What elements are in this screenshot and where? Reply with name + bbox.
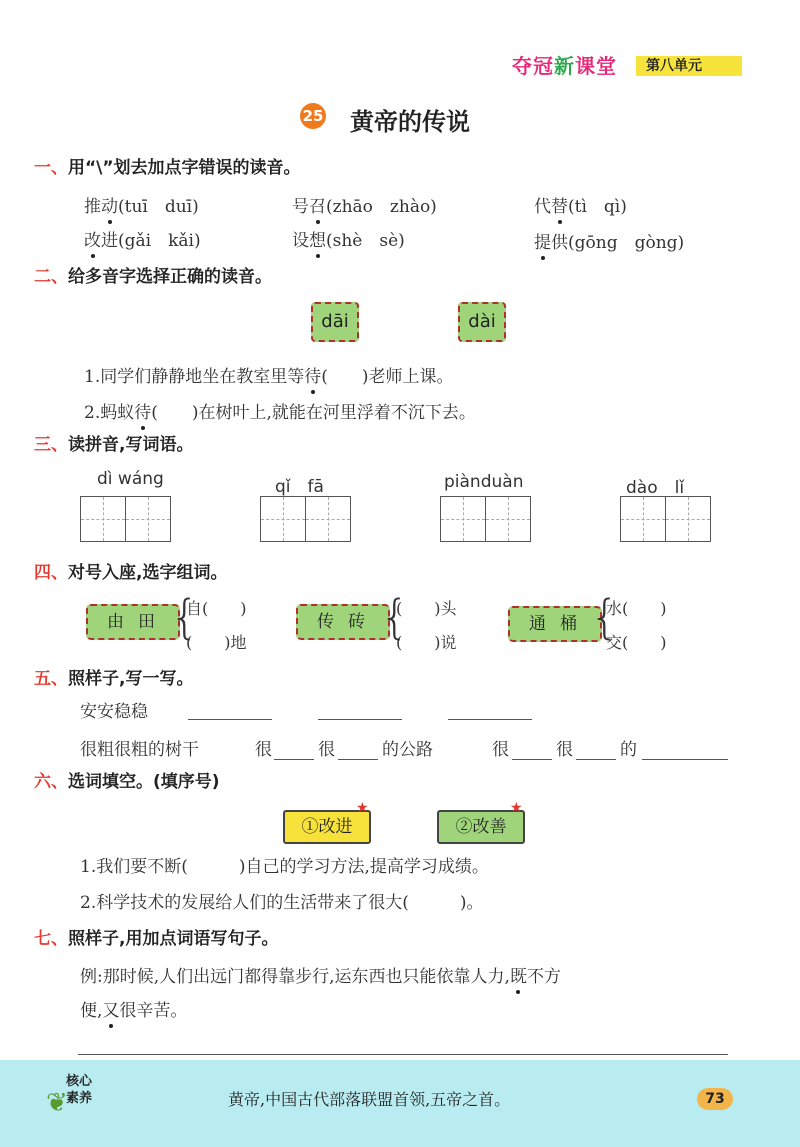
hen-2: 很 [318,740,335,760]
answer-blank[interactable] [274,737,314,760]
s1-item-3 [534,192,627,217]
de: 的 [620,740,637,760]
question-text: 1.同学们静静地坐在教室里等 [84,367,305,387]
s1-item-2 [292,192,437,217]
option-2a: ( )头 [396,599,457,618]
answer-blank[interactable] [188,697,272,720]
brand-part-2: 新 [554,54,575,78]
item-char: 推 [84,197,101,217]
question-text: ( )老师上课。 [321,367,454,387]
hen-1: 很 [255,740,272,760]
core-label-2: 素养 [66,1091,93,1106]
example-text: 很辛苦。 [119,1001,188,1021]
answer-blank[interactable] [512,737,552,760]
item-char: 设 [292,231,309,251]
writing-cell[interactable] [125,496,171,542]
writing-box-2[interactable] [260,496,349,542]
reading-chip-dai4: dài [458,302,506,342]
section-text: 对号入座,选字组词。 [68,563,228,583]
section-text: 照样子,用加点词语写句子。 [68,929,279,949]
item-char: 进 [101,231,118,251]
word-choice-1: ①改进 [283,810,371,844]
answer-blank[interactable] [448,697,532,720]
item-char: 供 [551,233,568,253]
section-text: 读拼音,写词语。 [68,435,194,455]
example-text: 不方 [526,967,561,987]
star-icon: ★ [356,800,369,816]
writing-cell[interactable] [80,496,126,542]
section-2-heading [34,262,272,287]
hen-3: 很 [492,740,509,760]
section-text: 照样子,写一写。 [68,669,194,689]
writing-box-1[interactable] [80,496,169,542]
question-text: ( )在树叶上,就能在河里浮着不沉下去。 [151,403,476,423]
section-text: 用“\”划去加点字错误的读音。 [68,158,301,178]
item-char: 号 [292,197,309,217]
option-3a: 水( ) [606,599,667,618]
item-reading: (gǎi kǎi) [118,231,201,251]
dotted-char: 召 [309,197,326,217]
hen-4: 很 [556,740,573,760]
s1-item-1 [84,192,199,217]
char-pair-tag-3: 通桶 [508,606,602,642]
dotted-char: 又 [102,1001,120,1021]
char-pair-tag-2: 传砖 [296,604,390,640]
answer-blank[interactable] [642,737,728,760]
brand-logo [512,50,617,79]
core-label-1: 核心 [66,1074,93,1089]
item-reading: (tuī duī) [118,197,199,217]
answer-blank[interactable] [318,697,402,720]
answer-blank[interactable] [576,737,616,760]
example-text: 例:那时候,人们出远门都得靠步行,运东西也只能依靠人力, [80,967,510,987]
lesson-number-badge: 25 [300,103,326,129]
s1-item-6 [534,228,684,253]
brace: { [170,590,200,644]
dotted-char: 动 [101,197,118,217]
question-text: 2.蚂蚁 [84,403,135,423]
section-1-heading [34,153,301,178]
section-number: 三、 [34,435,68,455]
unit-tag: 第八单元 [636,56,742,76]
brace: { [380,590,410,644]
brand-part-1: 夺冠 [512,54,554,78]
writing-cell[interactable] [665,496,711,542]
section-3-heading [34,430,193,455]
page-number: 73 [697,1088,733,1110]
s2-question-1 [84,362,454,387]
writing-box-4[interactable] [620,496,709,542]
star-icon: ★ [510,800,523,816]
footnote: 黄帝,中国古代部落联盟首领,五帝之首。 [228,1090,511,1109]
brand-part-3: 课堂 [575,54,617,78]
section-number: 二、 [34,267,68,287]
reading-chip-dai1: dāi [311,302,359,342]
option-3b: 交( ) [606,633,667,652]
dotted-char: 提 [534,233,551,253]
dotted-char: 想 [309,231,326,251]
s1-item-4 [84,226,201,251]
answer-blank[interactable] [338,737,378,760]
writing-cell[interactable] [305,496,351,542]
section-number: 四、 [34,563,68,583]
de-road: 的公路 [382,740,433,760]
option-2b: ( )说 [396,633,457,652]
s6-question-2: 2.科学技术的发展给人们的生活带来了很大( )。 [80,893,484,913]
item-char: 代 [534,197,551,217]
writing-box-3[interactable] [440,496,529,542]
s2-question-2 [84,398,476,423]
item-reading: (tì qì) [568,197,627,217]
section-text: 给多音字选择正确的读音。 [68,267,272,287]
core-literacy-label [66,1073,92,1107]
char-pair-tag-1: 由田 [86,604,180,640]
section-7-heading [34,924,278,949]
s6-question-1: 1.我们要不断( )自己的学习方法,提高学习成绩。 [80,857,489,877]
option-1a: 自( ) [186,599,247,618]
answer-line[interactable] [78,1032,728,1055]
option-1b: ( )地 [186,633,247,652]
pinyin-1: dì wáng [97,469,164,489]
section-6-heading [34,767,220,792]
pinyin-2: qǐ fā [275,477,324,497]
section-number: 七、 [34,929,68,949]
section-text: 选词填空。(填序号) [68,772,220,792]
writing-cell[interactable] [260,496,306,542]
s7-example-line-1 [80,962,561,987]
example-2: 很粗很粗的树干 [80,740,199,760]
page-title: 黄帝的传说 [350,108,470,136]
item-reading: (shè sè) [326,231,405,251]
leaf-icon: ❦ [46,1088,68,1118]
item-reading: (zhāo zhào) [326,197,437,217]
writing-cell[interactable] [620,496,666,542]
word-choice-2: ②改善 [437,810,525,844]
pinyin-4: dào lǐ [626,478,685,498]
s7-example-line-2 [80,996,187,1021]
dotted-char: 替 [551,197,568,217]
section-number: 六、 [34,772,68,792]
example-1: 安安稳稳 [80,702,148,722]
dotted-char: 待 [304,367,322,387]
dotted-char: 待 [134,403,152,423]
writing-cell[interactable] [485,496,531,542]
dotted-char: 既 [509,967,527,987]
brace: { [590,590,620,644]
dotted-char: 改 [84,231,101,251]
item-reading: (gōng gòng) [568,233,685,253]
example-text: 便, [80,1001,103,1021]
section-number: 一、 [34,158,68,178]
section-5-heading [34,664,193,689]
section-4-heading [34,558,227,583]
s1-item-5 [292,226,405,251]
pinyin-3: piànduàn [444,472,524,492]
section-number: 五、 [34,669,68,689]
writing-cell[interactable] [440,496,486,542]
